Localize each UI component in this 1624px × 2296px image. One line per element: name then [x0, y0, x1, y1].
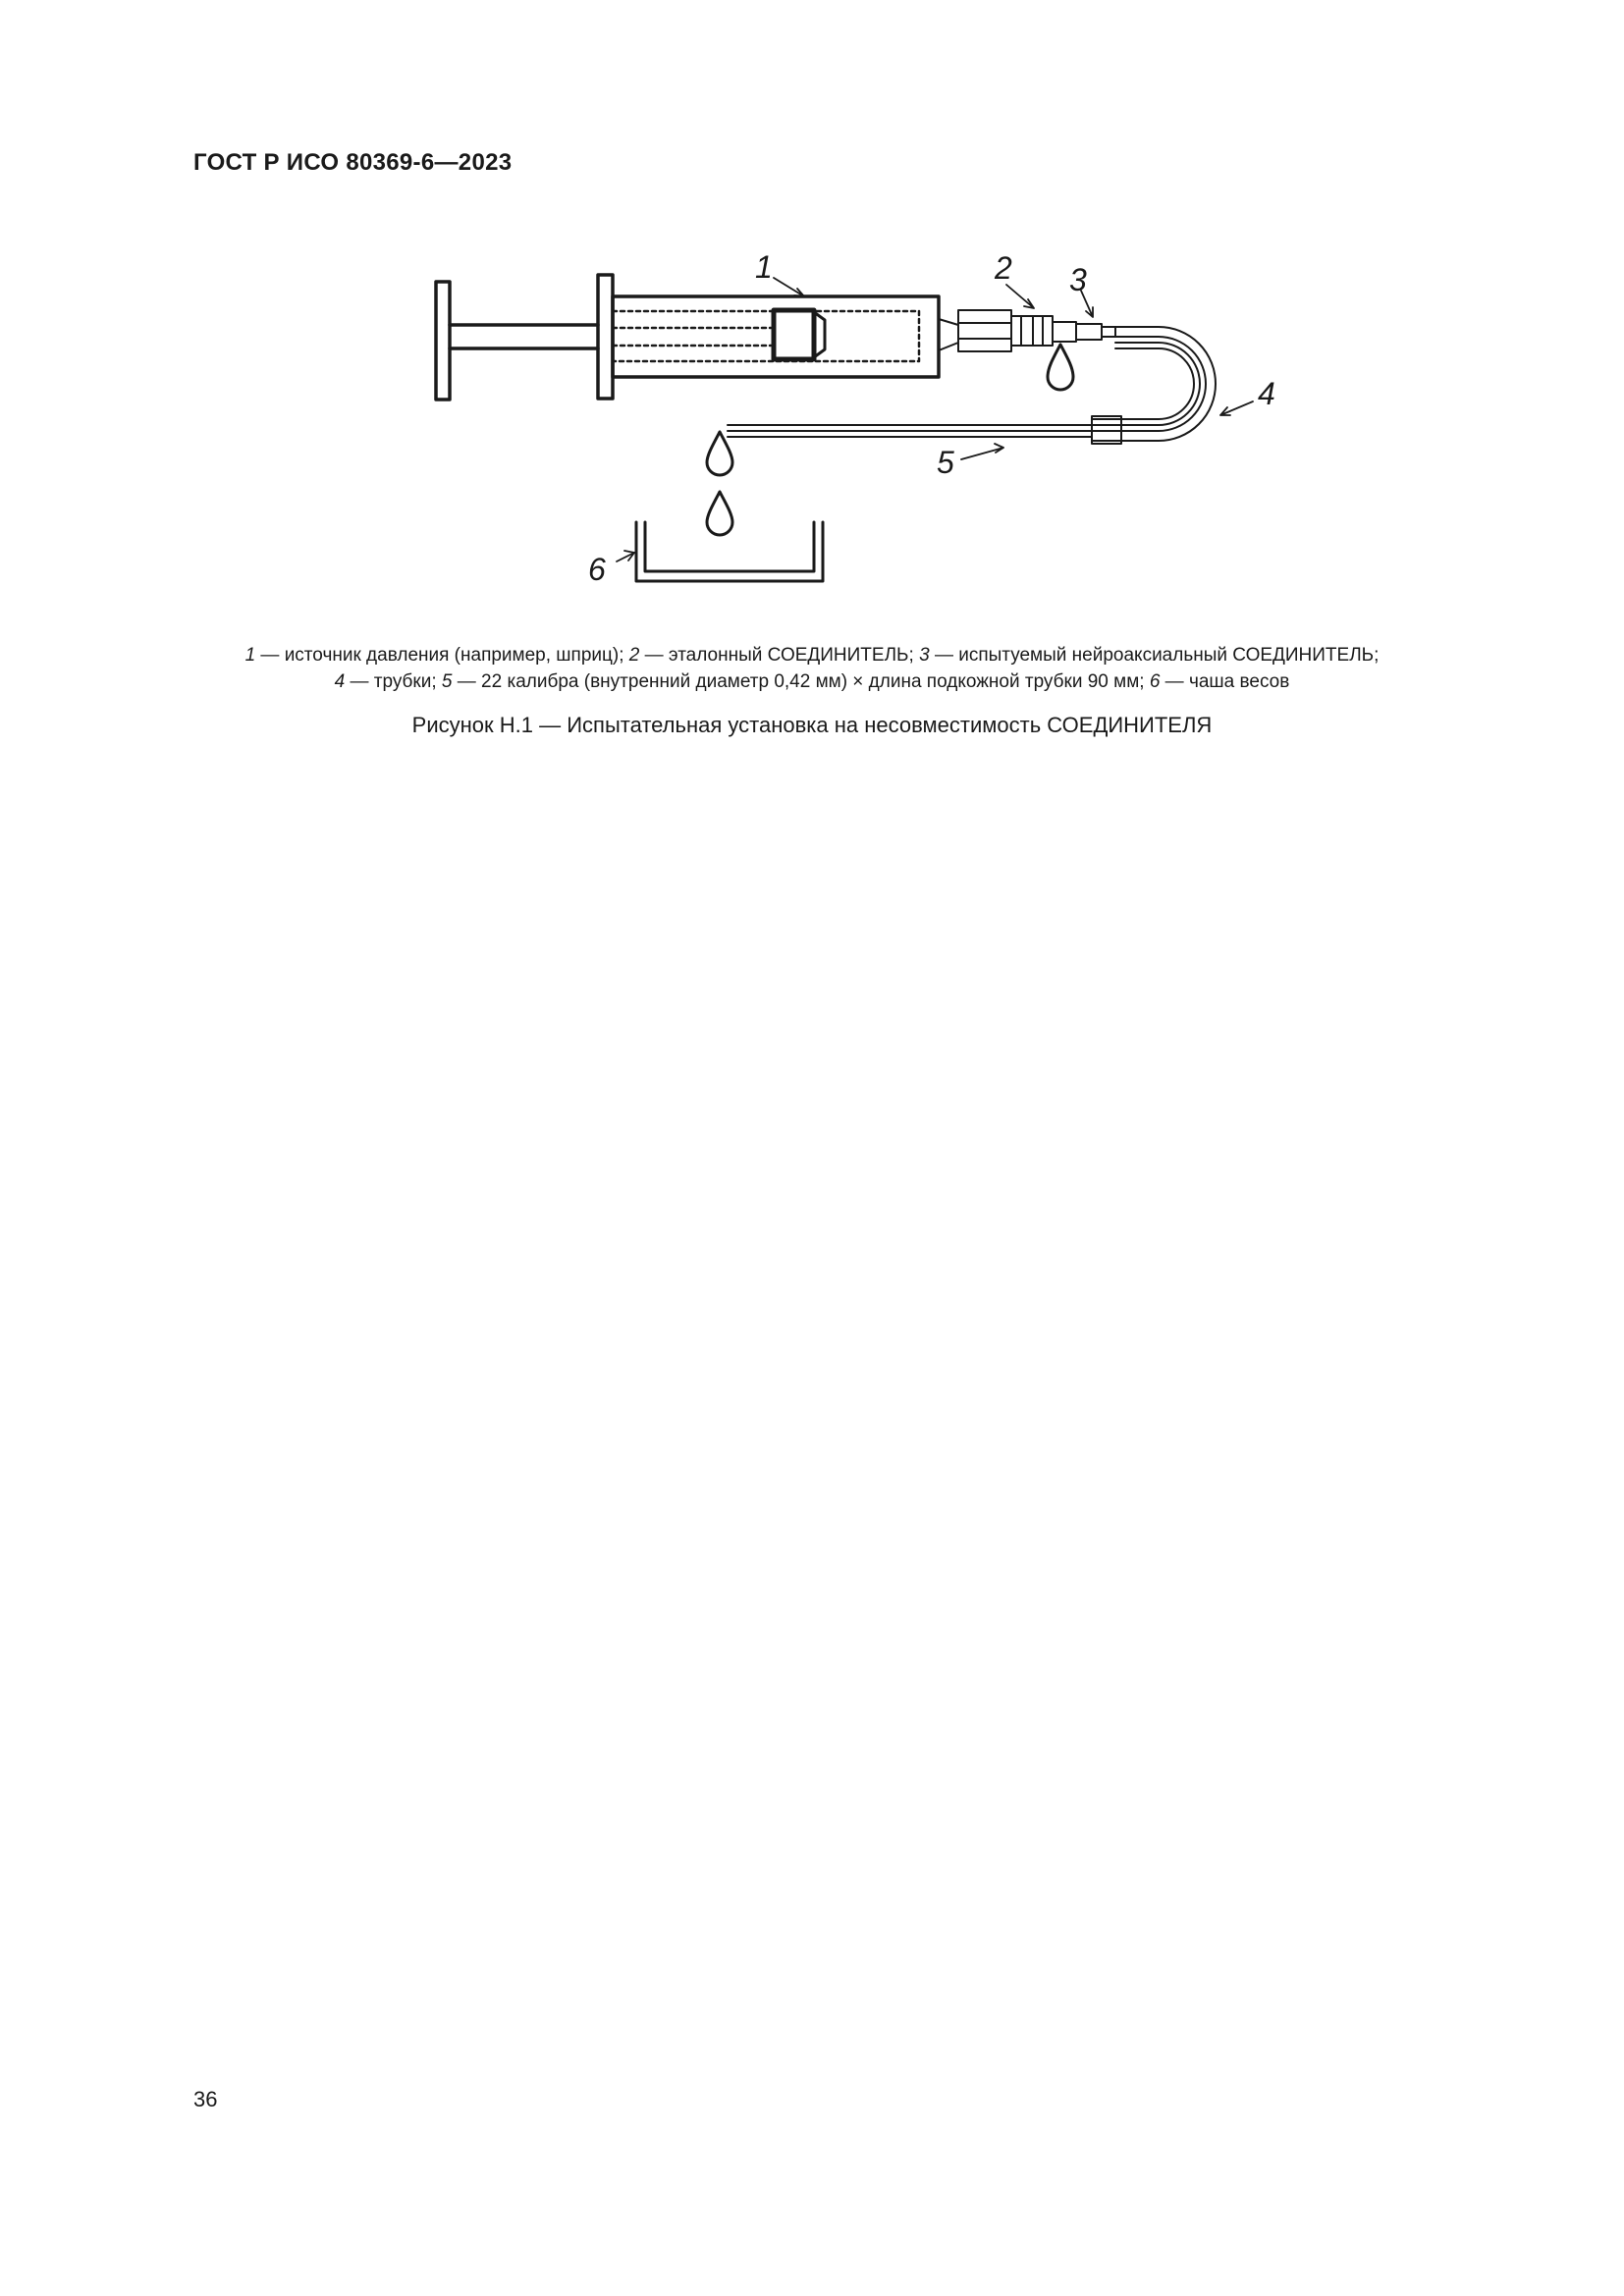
- drop-shape: [707, 492, 732, 535]
- syringe-shape: [436, 275, 939, 400]
- callout-4: 4: [1258, 376, 1275, 411]
- legend-number: 6: [1149, 671, 1161, 692]
- leader-line-1: [774, 278, 804, 296]
- callout-1: 1: [755, 249, 773, 285]
- tubing-shape: [1092, 327, 1216, 444]
- figure-caption: Рисунок Н.1 — Испытательная установка на несовместимость СОЕДИНИТЕЛЯ: [411, 713, 1213, 737]
- figure-legend: [0, 642, 1624, 695]
- legend-number: 1: [244, 645, 256, 666]
- drop-shape: [1048, 345, 1073, 390]
- leader-line-4: [1220, 401, 1253, 415]
- test-setup-diagram: [0, 0, 1624, 628]
- legend-text: — испытуемый нейроаксиальный СОЕДИНИТЕЛЬ;: [929, 645, 1380, 666]
- page-number: 36: [193, 2087, 218, 2111]
- legend-number: 4: [334, 671, 346, 692]
- legend-text: — трубки;: [345, 671, 442, 692]
- legend-text: — чаша весов: [1160, 671, 1290, 692]
- callout-3: 3: [1069, 262, 1087, 297]
- tested-connector-shape: [1053, 322, 1115, 342]
- legend-number: 2: [628, 645, 640, 666]
- page-header: ГОСТ Р ИСО 80369-6—2023: [193, 149, 513, 176]
- callout-6: 6: [588, 552, 606, 587]
- hypodermic-tube-shape: [728, 425, 1092, 437]
- legend-number: 5: [441, 671, 453, 692]
- drop-shape: [707, 432, 732, 475]
- callout-2: 2: [995, 250, 1012, 286]
- legend-text: — эталонный СОЕДИНИТЕЛЬ;: [639, 645, 920, 666]
- leader-line-5: [961, 444, 1003, 459]
- leader-line-6: [617, 551, 634, 561]
- reference-connector-shape: [939, 310, 1053, 351]
- leader-line-2: [1006, 285, 1034, 308]
- legend-number: 3: [919, 645, 930, 666]
- legend-line-2: [0, 668, 1624, 695]
- legend-line-1: [0, 642, 1624, 668]
- callout-5: 5: [937, 445, 954, 480]
- legend-text: — источник давления (например, шприц);: [255, 645, 629, 666]
- legend-text: — 22 калибра (внутренний диаметр 0,42 мм) × длина подкожной трубки 90 мм;: [452, 671, 1150, 692]
